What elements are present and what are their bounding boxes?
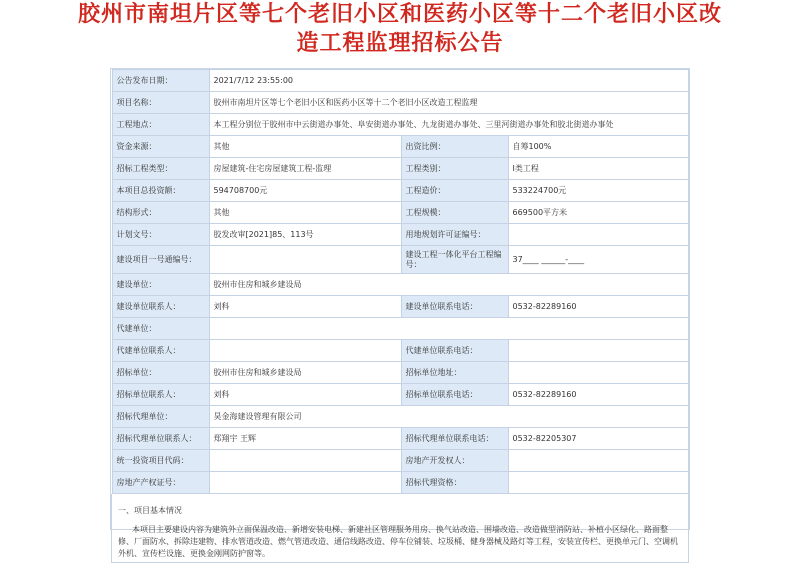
table-row	[112, 136, 688, 158]
builder-contact-value: 刘科	[209, 296, 401, 318]
builder-label: 建设单位：	[112, 274, 209, 296]
table-row	[112, 450, 688, 472]
tenderer-address-value	[508, 362, 688, 384]
investment-code-value	[209, 450, 401, 472]
table-row	[112, 384, 688, 406]
platform-code-value: 37____ ______-____	[508, 246, 688, 274]
table-row	[112, 202, 688, 224]
table-row	[112, 428, 688, 450]
tenderer-phone-label: 招标单位联系电话：	[401, 384, 508, 406]
plan-doc-label: 计划文号：	[112, 224, 209, 246]
location-label: 工程地点：	[112, 114, 209, 136]
tenderer-phone-value: 0532-82289160	[508, 384, 688, 406]
tenderer-contact-value: 刘科	[209, 384, 401, 406]
plan-doc-value: 胶发改审[2021]85、113号	[209, 224, 401, 246]
table-row	[112, 92, 688, 114]
agency-contact-value: 郑翔宇 王辉	[209, 428, 401, 450]
table-row	[112, 246, 688, 274]
announcement-frame	[110, 68, 690, 558]
tender-type-value: 房屋建筑-住宅房屋建筑工程-监理	[209, 158, 401, 180]
section-heading: 一、项目基本情况	[118, 506, 182, 515]
table-row	[112, 340, 688, 362]
table-row	[112, 70, 688, 92]
table-row	[112, 224, 688, 246]
table-row	[112, 180, 688, 202]
structure-value: 其他	[209, 202, 401, 224]
page-title	[0, 0, 800, 58]
project-cost-label: 工程造价：	[401, 180, 508, 202]
publish-time-value: 2021/7/12 23:55:00	[209, 70, 688, 92]
table-row	[112, 114, 688, 136]
tenderer-contact-label: 招标单位联系人：	[112, 384, 209, 406]
agent-builder-value	[209, 318, 688, 340]
builder-contact-label: 建设单位联系人：	[112, 296, 209, 318]
builder-phone-label: 建设单位联系电话：	[401, 296, 508, 318]
land-permit-value	[508, 224, 688, 246]
table-row	[112, 274, 688, 296]
platform-code-label: 建设工程一体化平台工程编号：	[401, 246, 508, 274]
agency-qualification-value	[508, 472, 688, 494]
fund-source-label: 资金来源：	[112, 136, 209, 158]
table-row	[112, 406, 688, 428]
section-paragraph: 本项目主要建设内容为建筑外立面保温改造、新增安装电梯、新建社区管理服务用房、换气站改造、围墙改造、改造做型消防站、补植小区绿化、路面整修、厂面防水、拆除违建物、排水管道改造、燃气管道改造、通信线路改造、停车位铺装、垃圾桶、健身器械及路灯等工程，安装宣传栏、更换单元门、空调机外机、宣传栏设施、更换金刚网防护窗等。	[118, 525, 678, 558]
publish-time-label: 公告发布日期：	[112, 70, 209, 92]
agency-contact-label: 招标代理单位联系人：	[112, 428, 209, 450]
agency-phone-label: 招标代理单位联系电话：	[401, 428, 508, 450]
project-category-value: I类工程	[508, 158, 688, 180]
property-cert-label: 房地产产权证号：	[112, 472, 209, 494]
developer-label: 房地产开发权人：	[401, 450, 508, 472]
title-line-2: 造工程监理招标公告	[296, 30, 504, 56]
fund-source-value: 其他	[209, 136, 401, 158]
tenderer-label: 招标单位：	[112, 362, 209, 384]
basic-info-section	[111, 494, 689, 563]
agency-phone-value: 0532-82205307	[508, 428, 688, 450]
table-row	[112, 472, 688, 494]
land-permit-label: 用地规划许可证编号：	[401, 224, 508, 246]
fund-ratio-label: 出资比例：	[401, 136, 508, 158]
project-name-value: 胶州市南坦片区等七个老旧小区和医药小区等十二个老旧小区改造工程监理	[209, 92, 688, 114]
project-category-label: 工程类别：	[401, 158, 508, 180]
table-row	[112, 362, 688, 384]
builder-phone-value: 0532-82289160	[508, 296, 688, 318]
structure-label: 结构形式：	[112, 202, 209, 224]
property-cert-value	[209, 472, 401, 494]
agent-builder-contact-value	[209, 340, 401, 362]
project-scale-label: 工程规模：	[401, 202, 508, 224]
agency-label: 招标代理单位：	[112, 406, 209, 428]
total-invest-value: 594708700元	[209, 180, 401, 202]
project-code-value	[209, 246, 401, 274]
table-row	[112, 296, 688, 318]
agent-builder-phone-label: 代建单位联系电话：	[401, 340, 508, 362]
developer-value	[508, 450, 688, 472]
location-value: 本工程分别位于胶州市中云街道办事处、阜安街道办事处、九龙街道办事处、三里河街道办事处和胶北街道办事处	[209, 114, 688, 136]
agent-builder-label: 代建单位：	[112, 318, 209, 340]
table-row	[112, 158, 688, 180]
agency-qualification-label: 招标代理资格：	[401, 472, 508, 494]
project-code-label: 建设项目一号通编号：	[112, 246, 209, 274]
section-body	[112, 522, 688, 562]
project-name-label: 项目名称：	[112, 92, 209, 114]
agent-builder-contact-label: 代建单位联系人：	[112, 340, 209, 362]
tender-type-label: 招标工程类型：	[112, 158, 209, 180]
table-row	[112, 318, 688, 340]
total-invest-label: 本项目总投资额：	[112, 180, 209, 202]
title-line-1: 胶州市南坦片区等七个老旧小区和医药小区等十二个老旧小区改	[77, 1, 722, 27]
tenderer-address-label: 招标单位地址：	[401, 362, 508, 384]
agent-builder-phone-value	[508, 340, 688, 362]
investment-code-label: 统一投资项目代码：	[112, 450, 209, 472]
project-cost-value: 533224700元	[508, 180, 688, 202]
tenderer-value: 胶州市住房和城乡建设局	[209, 362, 401, 384]
fund-ratio-value: 自筹100%	[508, 136, 688, 158]
agency-value: 昊金海建设管理有限公司	[209, 406, 688, 428]
builder-value: 胶州市住房和城乡建设局	[209, 274, 688, 296]
project-scale-value: 669500平方米	[508, 202, 688, 224]
info-table	[112, 69, 689, 494]
